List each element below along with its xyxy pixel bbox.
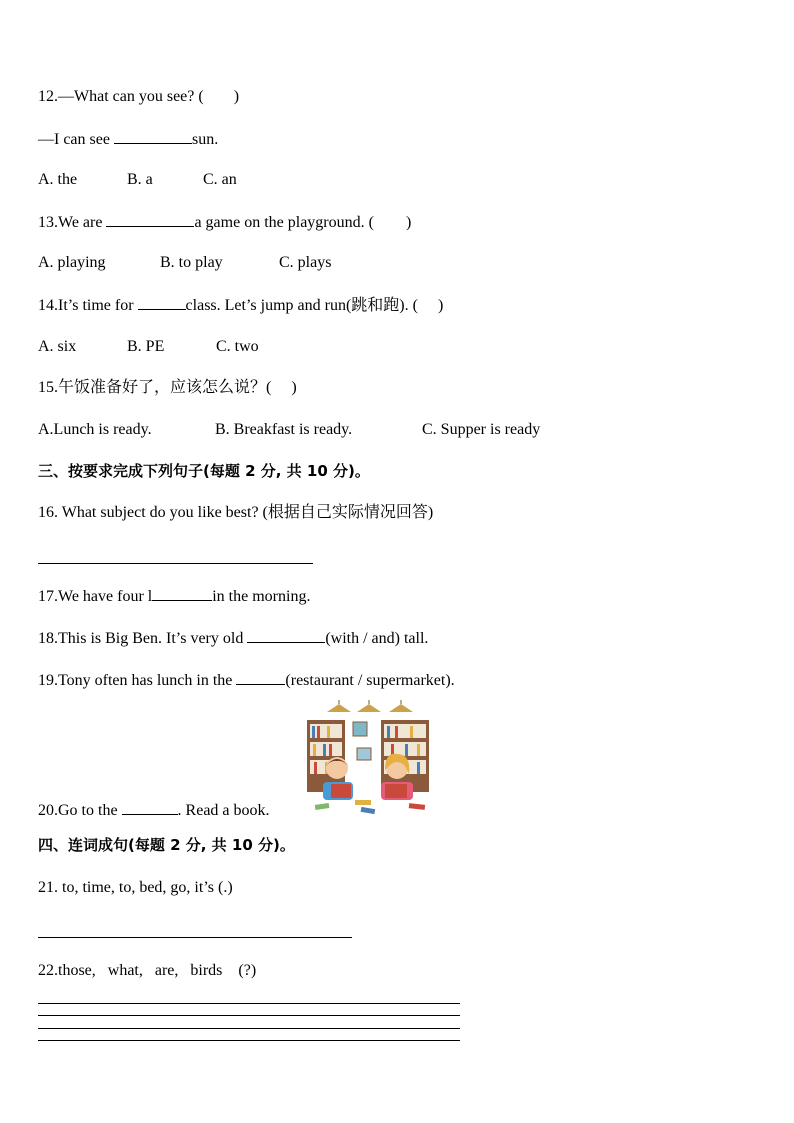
q15-option-a[interactable]: A.Lunch is ready. — [38, 421, 152, 438]
q15-text: 15.午饭准备好了，应该怎么说？( — [38, 379, 272, 396]
q12-options — [38, 170, 237, 190]
q14-option-a[interactable]: A. six — [38, 338, 77, 355]
q13-text: 13.We are — [38, 214, 107, 231]
q14-paren: ) — [437, 297, 444, 314]
q17-text-2: in the morning. — [212, 588, 311, 605]
q19-answer-blank[interactable] — [236, 670, 285, 685]
q12-line2 — [38, 129, 218, 150]
q20 — [38, 800, 270, 821]
q22-text: 22.those, what, are, birds (?) — [38, 962, 257, 979]
q16-answer-line[interactable] — [38, 563, 313, 564]
q15-stem — [38, 378, 297, 398]
q12-paren: ) — [233, 88, 240, 105]
q18-text: 18.This is Big Ben. It’s very old — [38, 630, 248, 647]
q18-text-2: (with / and) tall. — [325, 630, 429, 647]
q17-answer-blank[interactable] — [152, 586, 212, 601]
q13-option-a[interactable]: A. playing — [38, 254, 106, 271]
q12-stem — [38, 87, 239, 107]
q19-text-2: (restaurant / supermarket). — [285, 672, 455, 689]
q20-text: 20.Go to the — [38, 802, 122, 819]
q16-text: 16. What subject do you like best? (根据自己实际情况回答) — [38, 504, 434, 521]
q19 — [38, 670, 455, 691]
q21-answer-line[interactable] — [38, 937, 352, 938]
q22-answer-line-1[interactable] — [38, 1003, 460, 1004]
q19-text: 19.Tony often has lunch in the — [38, 672, 237, 689]
q12-line2-text: —I can see — [38, 131, 114, 148]
q13-stem — [38, 212, 411, 233]
q20-text-2: . Read a book. — [177, 802, 270, 819]
q15-option-c[interactable]: C. Supper is ready — [422, 421, 541, 438]
q14-stem — [38, 295, 443, 316]
q22-answer-line-4[interactable] — [38, 1040, 460, 1041]
q18-answer-blank[interactable] — [247, 628, 325, 643]
q13-option-b[interactable]: B. to play — [160, 254, 223, 271]
q13-answer-blank[interactable] — [106, 212, 194, 227]
q14-text: 14.It’s time for — [38, 297, 138, 314]
q12-answer-blank[interactable] — [114, 129, 192, 144]
q12-line2-end: sun. — [191, 131, 219, 148]
section-4-title: 四、连词成句(每题 2 分, 共 10 分)。 — [38, 836, 295, 854]
q14-option-b[interactable]: B. PE — [127, 338, 165, 355]
q17 — [38, 586, 310, 607]
section-3-title: 三、按要求完成下列句子(每题 2 分, 共 10 分)。 — [38, 462, 370, 480]
q13-options — [38, 253, 331, 273]
q12-option-a[interactable]: A. the — [38, 171, 78, 188]
q22-answer-line-2[interactable] — [38, 1015, 460, 1016]
q12-option-c[interactable]: C. an — [203, 171, 237, 188]
q18 — [38, 628, 428, 649]
q15-option-b[interactable]: B. Breakfast is ready. — [215, 421, 353, 438]
q21-text: 21. to, time, to, bed, go, it’s (.) — [38, 879, 233, 896]
q13-paren: ) — [405, 214, 412, 231]
q14-answer-blank[interactable] — [138, 295, 186, 310]
children-reading-in-library-icon — [305, 700, 433, 818]
q13-option-c[interactable]: C. plays — [279, 254, 332, 271]
q20-answer-blank[interactable] — [122, 800, 178, 815]
q14-option-c[interactable]: C. two — [216, 338, 259, 355]
q15-paren: ) — [291, 379, 297, 396]
q14-options — [38, 337, 259, 357]
q12-option-b[interactable]: B. a — [127, 171, 153, 188]
q15-options — [38, 420, 540, 440]
q17-text: 17.We have four l — [38, 588, 153, 605]
q13-text-2: a game on the playground. ( — [194, 214, 374, 231]
q12-text: 12.—What can you see? ( — [38, 88, 204, 105]
q22-answer-line-3[interactable] — [38, 1028, 460, 1029]
q14-text-2: class. Let’s jump and run(跳和跑). ( — [185, 297, 418, 314]
